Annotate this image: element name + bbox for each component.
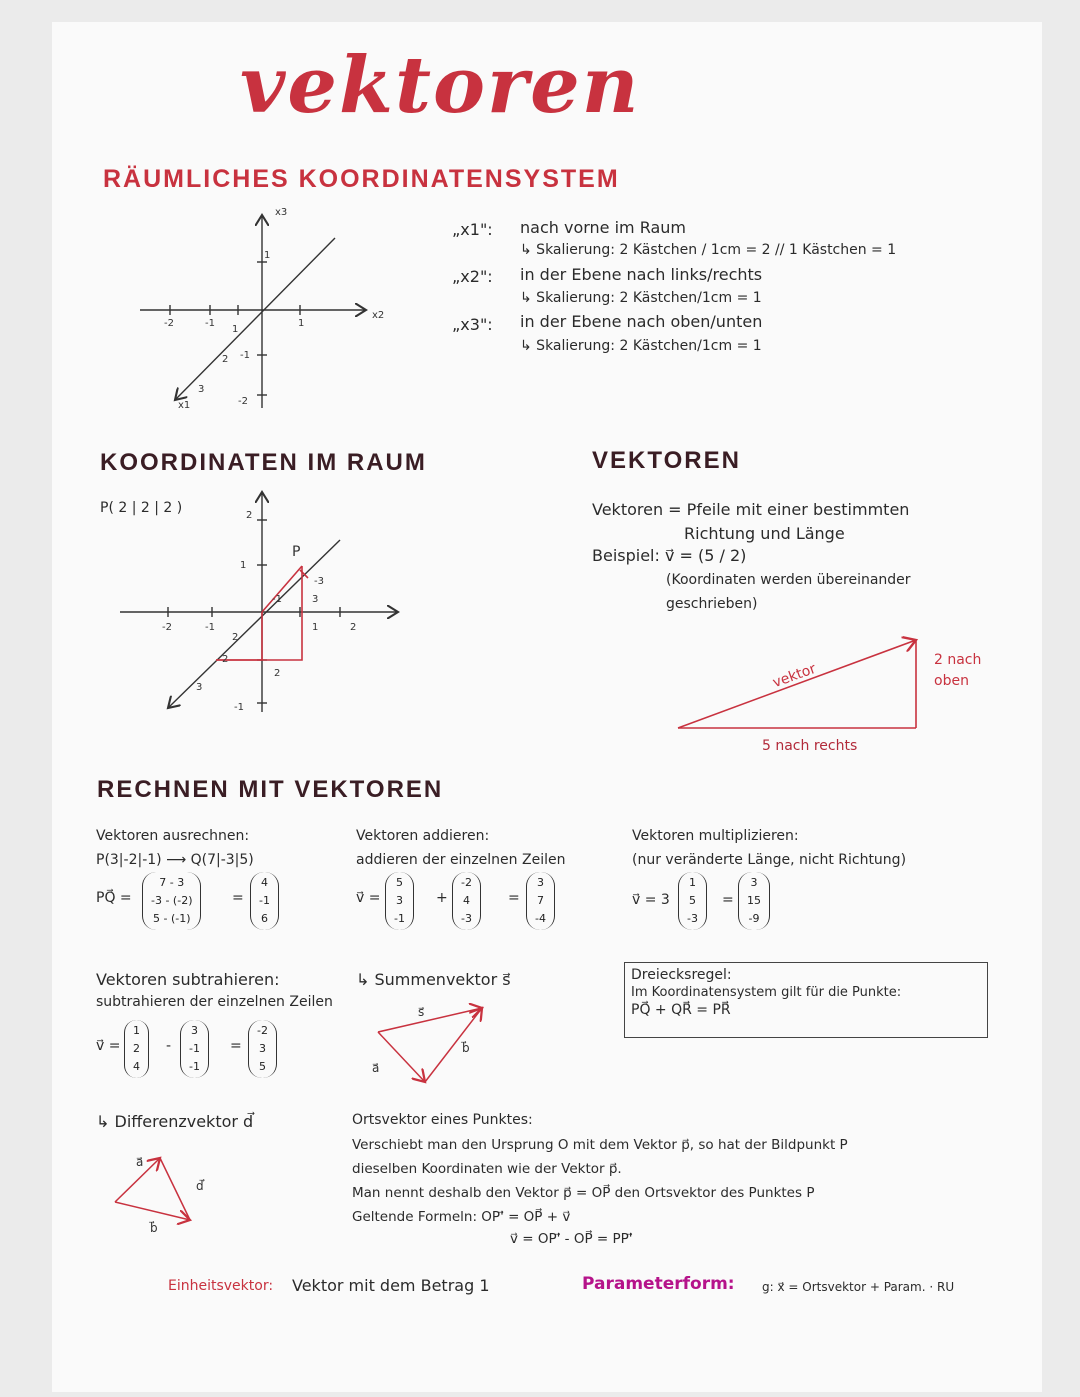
- vector-entry: -3: [461, 912, 472, 925]
- calc-points: P(3|-2|-1) ⟶ Q(7|-3|5): [96, 852, 254, 868]
- sub-label: v⃗ =: [96, 1038, 121, 1054]
- tick-label: -1: [240, 350, 250, 361]
- vector-entry: -1: [259, 894, 270, 907]
- vector-example-diagram: [678, 640, 916, 728]
- x3-label: „x3":: [452, 315, 493, 334]
- axis-label-x1: x1: [178, 400, 191, 411]
- tick-label: 3: [312, 594, 319, 605]
- sub-title: Vektoren subtrahieren:: [96, 970, 280, 989]
- diagram-letter-a: a⃗: [372, 1061, 380, 1075]
- vector-entry: 1: [688, 876, 696, 889]
- tick-label: 1: [232, 324, 239, 335]
- mult-vector-2: [738, 872, 770, 930]
- vector-entry: 3: [258, 1042, 266, 1055]
- diagram-letter-d: d⃗: [196, 1179, 204, 1193]
- tick-label: 2: [222, 354, 229, 365]
- x1-axis: [175, 238, 335, 400]
- vector-entry: 3: [536, 876, 544, 889]
- sub-vector-3: [248, 1020, 277, 1078]
- vector-entry: 6: [260, 912, 268, 925]
- tick-label: 2: [222, 654, 229, 665]
- sum-vector-label: ↳ Summenvektor s⃗: [356, 970, 511, 989]
- diagram-up-label-1: 2 nach: [934, 652, 982, 668]
- ortsvektor-line4: Geltende Formeln: OP'⃗ = OP⃗ + v⃗: [352, 1209, 571, 1225]
- vector-entry: 3: [395, 894, 403, 907]
- diagram-letter-s: s⃗: [418, 1005, 425, 1019]
- coordinate-system-point-p: [120, 492, 398, 712]
- calc-vector-1: [142, 872, 201, 930]
- vector-entry: -2: [257, 1024, 268, 1037]
- vector-entry: 15: [747, 894, 761, 907]
- vector-entry: 3: [190, 1024, 198, 1037]
- tick-label: 2: [232, 632, 239, 643]
- vector-entry: -9: [748, 912, 760, 925]
- vector-entry: -1: [394, 912, 405, 925]
- plus-sign: +: [436, 890, 448, 906]
- point-p-label: P: [292, 544, 301, 560]
- triangle-formula: PQ⃗ + QR⃗ = PR⃗: [631, 1002, 731, 1018]
- calc-label: PQ⃗ =: [96, 890, 132, 906]
- vector-entry: -4: [535, 912, 546, 925]
- ortsvektor-line5: v⃗ = OP'⃗ - OP⃗ = PP'⃗: [510, 1231, 633, 1247]
- equals-sign: =: [232, 890, 244, 906]
- heading-koordinaten-im-raum: KOORDINATEN IM RAUM: [100, 449, 427, 476]
- vector-entry: -1: [189, 1060, 200, 1073]
- tick-label: -1: [205, 318, 215, 329]
- diagram-letter-a: a⃗: [136, 1155, 144, 1169]
- vector-entry: -3: [687, 912, 698, 925]
- note-line2: geschrieben): [666, 596, 758, 612]
- tick-label: 3: [196, 682, 203, 693]
- x1-text: nach vorne im Raum: [520, 218, 687, 237]
- tick-label: -3: [314, 576, 324, 587]
- coordinate-system-3d: [140, 215, 366, 408]
- triangle-rule-box: [624, 962, 988, 1038]
- diagram-right-label: 5 nach rechts: [762, 738, 858, 754]
- axis-label-x2: x2: [372, 310, 385, 321]
- vector-entry: 3: [750, 876, 758, 889]
- diagram-letter-b: b⃗: [462, 1041, 470, 1055]
- note-line1: (Koordinaten werden übereinander: [666, 572, 911, 588]
- equals-sign: =: [230, 1038, 242, 1054]
- mult-title: Vektoren multiplizieren:: [632, 828, 799, 844]
- mult-label: v⃗ = 3: [632, 892, 670, 908]
- vector-entry: 1: [133, 1024, 140, 1037]
- sub-sub: subtrahieren der einzelnen Zeilen: [96, 994, 333, 1010]
- x3-scale: ↳ Skalierung: 2 Kästchen/1cm = 1: [520, 338, 762, 354]
- vector-entry: -1: [189, 1042, 200, 1055]
- equals-sign: =: [722, 892, 734, 908]
- vector-entry: 4: [133, 1060, 140, 1073]
- tick-label: 1: [312, 622, 319, 633]
- triangle-title: Dreiecksregel:: [631, 967, 732, 983]
- vector-entry: 5: [258, 1060, 266, 1073]
- parameterform-label: Parameterform:: [582, 1274, 735, 1294]
- vector-entry: 2: [133, 1042, 140, 1055]
- difference-vector-diagram: [115, 1158, 190, 1220]
- tick-label: -1: [234, 702, 244, 713]
- diagram-vector-label: vektor: [770, 660, 819, 692]
- x3-text: in der Ebene nach oben/unten: [520, 312, 763, 331]
- ortsvektor-title: Ortsvektor eines Punktes:: [352, 1112, 533, 1128]
- mult-sub: (nur veränderte Länge, nicht Richtung): [632, 852, 907, 868]
- x2-scale: ↳ Skalierung: 2 Kästchen/1cm = 1: [520, 290, 762, 306]
- axis-label-x3: x3: [275, 207, 288, 218]
- tick-label: 2: [246, 510, 253, 521]
- vector-entry: 5: [688, 894, 696, 907]
- add-vector-2: [452, 872, 481, 930]
- mult-vector-1: [678, 872, 707, 930]
- ortsvektor-line1: Verschiebt man den Ursprung O mit dem Vektor p⃗, so hat der Bildpunkt P: [352, 1137, 848, 1153]
- einheitsvektor-label: Einheitsvektor:: [168, 1278, 274, 1294]
- x2-text: in der Ebene nach links/rechts: [520, 265, 763, 284]
- add-title: Vektoren addieren:: [356, 828, 490, 844]
- einheitsvektor-text: Vektor mit dem Betrag 1: [292, 1276, 490, 1295]
- definition-line1: Vektoren = Pfeile mit einer bestimmten: [592, 500, 910, 519]
- calc-vector-2: [250, 872, 279, 930]
- x1-label: „x1":: [452, 220, 493, 239]
- tick-label: 1: [240, 560, 247, 571]
- x1-scale: ↳ Skalierung: 2 Kästchen / 1cm = 2 // 1 Kästchen = 1: [520, 242, 897, 258]
- tick-label: -2: [238, 396, 248, 407]
- diff-vector-label: ↳ Differenzvektor d⃗: [96, 1112, 254, 1131]
- heading-vektoren: VEKTOREN: [592, 447, 741, 474]
- vector-entry: 5: [395, 876, 403, 889]
- tick-label: 3: [198, 384, 205, 395]
- tick-label: 2: [350, 622, 357, 633]
- calc-title: Vektoren ausrechnen:: [96, 828, 250, 844]
- tick-label: 1: [264, 250, 271, 261]
- diagram-up-label-2: oben: [934, 673, 969, 689]
- equals-sign: =: [508, 890, 520, 906]
- heading-rechnen-mit-vektoren: RECHNEN MIT VEKTOREN: [97, 776, 444, 803]
- definition-line2: Richtung und Länge: [684, 524, 845, 543]
- heading-raeumliches-koordinatensystem: RÄUMLICHES KOORDINATENSYSTEM: [103, 165, 620, 193]
- example-vector: Beispiel: v⃗ = (5 / 2): [592, 546, 747, 565]
- ortsvektor-line3: Man nennt deshalb den Vektor p⃗ = OP⃗ den Ortsvektor des Punktes P: [352, 1185, 815, 1201]
- vector-entry: -3 - (-2): [151, 894, 193, 907]
- tick-label: 1: [298, 318, 305, 329]
- tick-label: -2: [164, 318, 174, 329]
- add-sub: addieren der einzelnen Zeilen: [356, 852, 566, 868]
- sub-vector-1: [124, 1020, 149, 1078]
- parameterform-text: g: x⃗ = Ortsvektor + Param. · RU: [762, 1280, 955, 1294]
- vector-entry: 7: [536, 894, 544, 907]
- triangle-text: Im Koordinatensystem gilt für die Punkte:: [631, 985, 902, 1000]
- add-vector-1: [385, 872, 414, 930]
- vector-entry: 5 - (-1): [152, 912, 191, 925]
- diagram-letter-b: b⃗: [150, 1221, 158, 1235]
- ortsvektor-line2: dieselben Koordinaten wie der Vektor p⃗.: [352, 1161, 622, 1177]
- x2-label: „x2":: [452, 267, 493, 286]
- tick-label: -1: [205, 622, 215, 633]
- tick-label: -1: [272, 594, 282, 605]
- add-label: v⃗ =: [356, 890, 381, 906]
- minus-sign: -: [166, 1038, 172, 1054]
- page-title: vektoren: [240, 40, 641, 131]
- vector-entry: -2: [461, 876, 472, 889]
- vector-entry: 4: [462, 894, 470, 907]
- vector-entry: 4: [260, 876, 268, 889]
- add-vector-3: [526, 872, 555, 930]
- vector-entry: 7 - 3: [159, 876, 185, 889]
- point-p-coordinates: P( 2 | 2 | 2 ): [100, 500, 183, 516]
- sub-vector-2: [180, 1020, 209, 1078]
- tick-label: -2: [162, 622, 172, 633]
- tick-label: 2: [274, 668, 281, 679]
